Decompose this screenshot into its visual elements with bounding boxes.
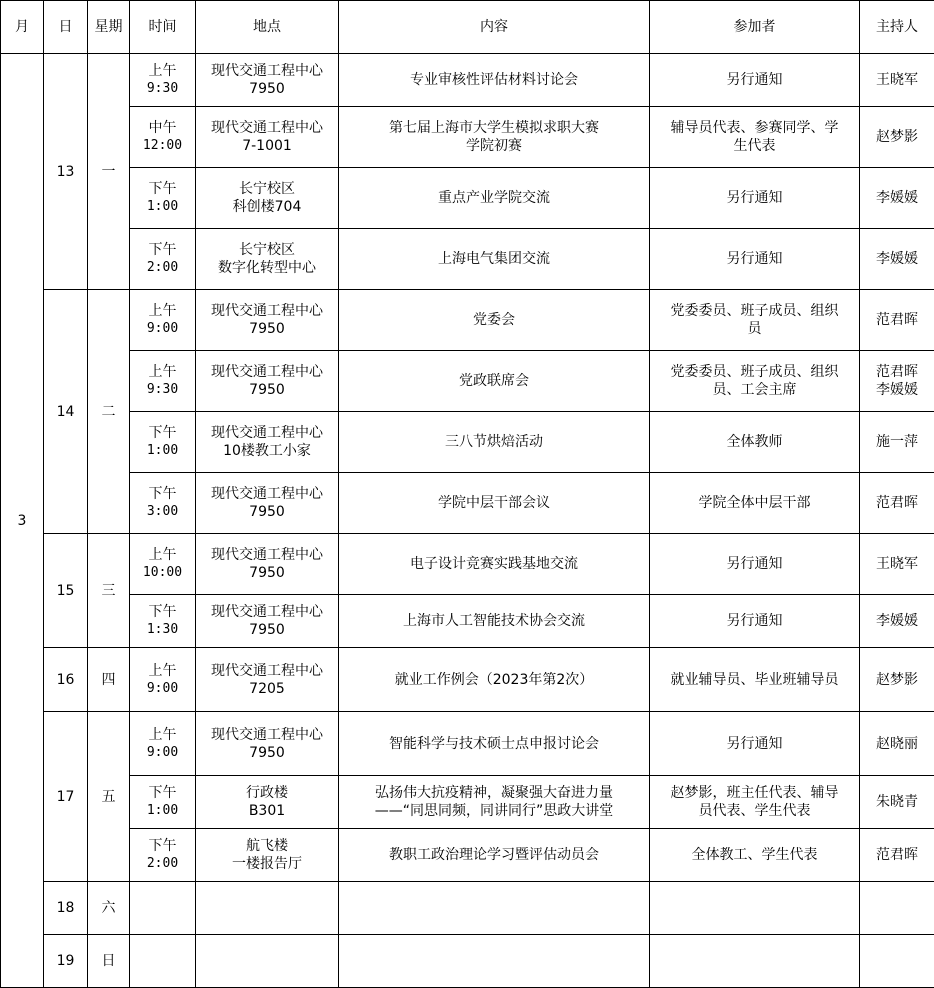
content-cell: 智能科学与技术硕士点申报讨论会	[339, 712, 650, 776]
content-cell: 重点产业学院交流	[339, 168, 650, 229]
content-cell: 电子设计竞赛实践基地交流	[339, 534, 650, 595]
day-cell: 15	[44, 534, 88, 648]
day-cell: 18	[44, 882, 88, 935]
location-cell: 现代交通工程中心 7950	[196, 290, 339, 351]
time-value: 9:00	[146, 744, 179, 760]
location-cell: 现代交通工程中心 7950	[196, 54, 339, 107]
content-cell: 专业审核性评估材料讨论会	[339, 54, 650, 107]
host-cell: 李媛媛	[860, 595, 934, 648]
weekday-cell: 六	[88, 882, 130, 935]
time-period: 上午	[148, 303, 177, 319]
time-value: 9:30	[146, 382, 179, 397]
participants-cell: 辅导员代表、参赛同学、学 生代表	[650, 107, 860, 168]
host-cell: 朱晓青	[860, 776, 934, 829]
location-cell: 现代交通工程中心 10楼教工小家	[196, 412, 339, 473]
location-cell: 现代交通工程中心 7-1001	[196, 107, 339, 168]
time-period: 中午	[148, 120, 177, 136]
time-period: 上午	[148, 662, 177, 679]
table-row	[1, 935, 934, 988]
location-cell: 现代交通工程中心 7950	[196, 595, 339, 648]
time-cell	[130, 595, 196, 648]
content-cell	[339, 882, 650, 935]
time-cell	[130, 534, 196, 595]
schedule-body	[1, 54, 934, 988]
location-cell: 长宁校区 科创楼704	[196, 168, 339, 229]
weekday-cell: 五	[88, 712, 130, 882]
table-row	[1, 595, 934, 648]
time-period: 上午	[148, 547, 177, 563]
host-cell: 范君晖	[860, 290, 934, 351]
header-participants: 参加者	[650, 1, 860, 54]
participants-cell: 另行通知	[650, 229, 860, 290]
location-cell: 现代交通工程中心 7950	[196, 534, 339, 595]
table-row	[1, 168, 934, 229]
table-row	[1, 473, 934, 534]
time-cell	[130, 229, 196, 290]
content-cell: 第七届上海市大学生模拟求职大赛 学院初赛	[339, 107, 650, 168]
table-row	[1, 882, 934, 935]
content-cell: 上海电气集团交流	[339, 229, 650, 290]
participants-cell: 全体教工、学生代表	[650, 829, 860, 882]
time-period: 上午	[148, 63, 177, 79]
time-period: 上午	[148, 364, 177, 380]
weekday-cell: 四	[88, 648, 130, 712]
time-value: 1:00	[146, 199, 179, 214]
header-day: 日	[44, 1, 88, 54]
participants-cell	[650, 935, 860, 988]
time-cell	[130, 412, 196, 473]
time-value: 12:00	[142, 138, 183, 153]
host-cell	[860, 882, 934, 935]
participants-cell: 赵梦影，班主任代表、辅导 员代表、学生代表	[650, 776, 860, 829]
content-cell: 上海市人工智能技术协会交流	[339, 595, 650, 648]
host-cell: 范君晖	[860, 829, 934, 882]
time-period: 下午	[148, 242, 177, 258]
participants-cell: 就业辅导员、毕业班辅导员	[650, 648, 860, 712]
host-cell: 施一萍	[860, 412, 934, 473]
month-cell: 3	[1, 54, 44, 988]
time-cell	[130, 168, 196, 229]
host-cell: 王晓军	[860, 54, 934, 107]
table-row	[1, 829, 934, 882]
content-cell: 就业工作例会（2023年第2次）	[339, 648, 650, 712]
table-row	[1, 229, 934, 290]
participants-cell: 党委委员、班子成员、组织 员、工会主席	[650, 351, 860, 412]
participants-cell: 另行通知	[650, 54, 860, 107]
time-value: 1:00	[146, 803, 179, 818]
content-cell: 学院中层干部会议	[339, 473, 650, 534]
host-cell: 赵梦影	[860, 107, 934, 168]
host-cell: 李媛媛	[860, 168, 934, 229]
time-period: 下午	[148, 425, 177, 441]
table-row	[1, 290, 934, 351]
host-cell: 王晓军	[860, 534, 934, 595]
time-period: 下午	[148, 785, 177, 801]
content-cell: 党委会	[339, 290, 650, 351]
time-cell	[130, 712, 196, 776]
weekday-cell: 日	[88, 935, 130, 988]
day-cell: 17	[44, 712, 88, 882]
table-row	[1, 351, 934, 412]
time-cell	[130, 935, 196, 988]
location-cell: 行政楼 B301	[196, 776, 339, 829]
header-host: 主持人	[860, 1, 934, 54]
table-row	[1, 534, 934, 595]
day-cell: 19	[44, 935, 88, 988]
time-value: 9:00	[146, 321, 179, 336]
time-cell	[130, 776, 196, 829]
content-cell: 三八节烘焙活动	[339, 412, 650, 473]
header-content: 内容	[339, 1, 650, 54]
location-cell	[196, 882, 339, 935]
table-row	[1, 648, 934, 712]
host-cell	[860, 935, 934, 988]
header-weekday: 星期	[88, 1, 130, 54]
time-value: 3:00	[146, 504, 179, 519]
location-cell: 现代交通工程中心 7950	[196, 351, 339, 412]
location-cell: 现代交通工程中心 7205	[196, 648, 339, 712]
time-cell	[130, 351, 196, 412]
day-cell: 16	[44, 648, 88, 712]
location-cell: 长宁校区 数字化转型中心	[196, 229, 339, 290]
content-cell: 教职工政治理论学习暨评估动员会	[339, 829, 650, 882]
time-cell	[130, 829, 196, 882]
header-month: 月	[1, 1, 44, 54]
table-row	[1, 712, 934, 776]
content-cell	[339, 935, 650, 988]
time-value: 9:00	[146, 680, 179, 696]
weekday-cell: 三	[88, 534, 130, 648]
participants-cell: 另行通知	[650, 712, 860, 776]
host-cell: 范君晖 李媛媛	[860, 351, 934, 412]
time-value: 1:00	[146, 443, 179, 458]
time-cell	[130, 107, 196, 168]
day-cell: 14	[44, 290, 88, 534]
location-cell: 现代交通工程中心 7950	[196, 473, 339, 534]
time-value: 1:30	[146, 622, 179, 637]
weekday-cell: 一	[88, 54, 130, 290]
weekday-cell: 二	[88, 290, 130, 534]
participants-cell: 另行通知	[650, 168, 860, 229]
time-value: 2:00	[146, 260, 179, 275]
time-cell	[130, 882, 196, 935]
day-cell: 13	[44, 54, 88, 290]
time-value: 10:00	[142, 565, 183, 580]
host-cell: 赵晓丽	[860, 712, 934, 776]
participants-cell: 党委委员、班子成员、组织 员	[650, 290, 860, 351]
content-cell: 党政联席会	[339, 351, 650, 412]
location-cell: 现代交通工程中心 7950	[196, 712, 339, 776]
time-cell	[130, 648, 196, 712]
participants-cell: 另行通知	[650, 595, 860, 648]
participants-cell	[650, 882, 860, 935]
header-row	[1, 1, 934, 54]
time-period: 下午	[148, 181, 177, 197]
table-row	[1, 412, 934, 473]
location-cell	[196, 935, 339, 988]
header-location: 地点	[196, 1, 339, 54]
table-row	[1, 107, 934, 168]
participants-cell: 全体教师	[650, 412, 860, 473]
time-value: 9:30	[146, 81, 179, 96]
time-period: 下午	[148, 486, 177, 502]
time-period: 上午	[148, 726, 177, 743]
participants-cell: 学院全体中层干部	[650, 473, 860, 534]
location-cell: 航飞楼 一楼报告厅	[196, 829, 339, 882]
host-cell: 范君晖	[860, 473, 934, 534]
time-period: 下午	[148, 604, 177, 620]
host-cell: 赵梦影	[860, 648, 934, 712]
participants-cell: 另行通知	[650, 534, 860, 595]
content-cell: 弘扬伟大抗疫精神，凝聚强大奋进力量 ——“同思同频，同讲同行”思政大讲堂	[339, 776, 650, 829]
time-cell	[130, 54, 196, 107]
time-cell	[130, 473, 196, 534]
header-time: 时间	[130, 1, 196, 54]
time-value: 2:00	[146, 856, 179, 871]
table-row	[1, 776, 934, 829]
host-cell: 李媛媛	[860, 229, 934, 290]
table-row	[1, 54, 934, 107]
time-period: 下午	[148, 838, 177, 854]
time-cell	[130, 290, 196, 351]
